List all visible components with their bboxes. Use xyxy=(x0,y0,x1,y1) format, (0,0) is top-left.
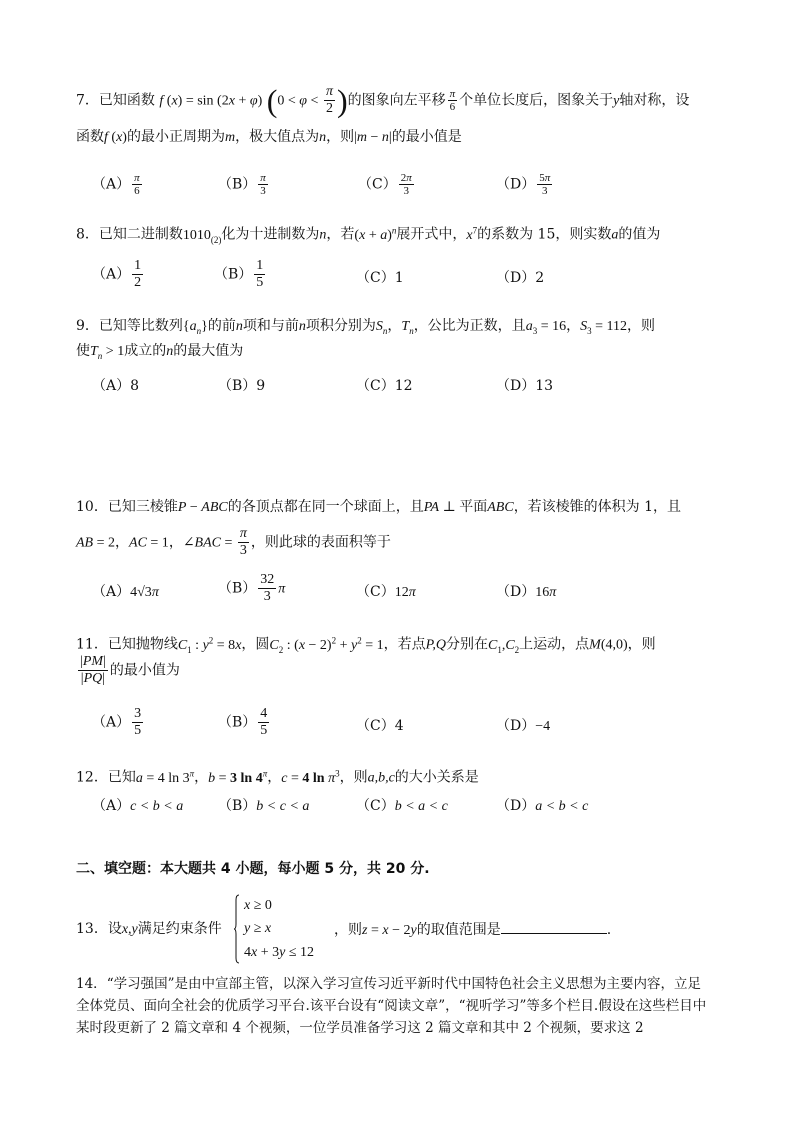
q9-option-a: （A）8 xyxy=(92,378,140,394)
q10-line1: 10．已知三棱锥P − ABC的各顶点都在同一个球面上，且PA ⊥ 平面ABC，若该棱锥的体积为 1，且 xyxy=(76,499,682,515)
q11-line2: $\frac{|PM|}{|PQ|}$ 的最小值为 xyxy=(80,654,180,686)
q10-number: 10． xyxy=(76,499,108,515)
q10-option-a: （A）4√3π xyxy=(92,584,159,600)
q10-option-b: （B） $\frac{32}{3}$ π xyxy=(218,572,286,604)
q13-line1-tail: ，则z = x − 2y的取值范围是 . xyxy=(334,919,611,941)
section-heading: 二、填空题：本大题共 4 小题，每小题 5 分，共 20 分. xyxy=(76,861,430,877)
q11-option-d: （D）−4 xyxy=(496,718,551,734)
q8-number: 8． xyxy=(76,226,99,243)
q9-line1: 9．已知等比数列$\{a_n\}$的前n项和与前n项积分别为$S_n$，$T_n$，公比为正数，且$a_3 = 16$，$S_3 = 112$，则 xyxy=(76,318,655,336)
q7-option-d: （D） $\frac{5\pi}{3}$ xyxy=(496,172,551,197)
q9-option-d: （D）13 xyxy=(496,378,554,394)
q12-line1: 12．已知a = 4 $\ln 3^\pi$，b = 3 $\ln 4^\pi$，c = 4 $\ln \pi^3$，则a,b,c的大小关系是 xyxy=(76,768,479,786)
q7-option-a: （A） $\frac{\pi}{6}$ xyxy=(92,172,140,197)
q12-option-d: （D）a < b < c xyxy=(496,798,589,814)
q11-number: 11． xyxy=(76,636,108,653)
q13-constraint-3: 4x + 3y ≤ 12 xyxy=(244,945,315,960)
q12-option-a: （A）c < b < a xyxy=(92,798,184,814)
q9-line2: 使$T_n > 1$成立的n的最大值为 xyxy=(76,343,244,361)
q12-option-b: （B）b < c < a xyxy=(218,798,310,814)
q9-option-b: （B）9 xyxy=(218,378,266,394)
q7-option-c: （C） $\frac{2\pi}{3}$ xyxy=(358,172,412,197)
q10-option-c: （C）12π xyxy=(356,584,416,600)
q13-constraint-1: x ≥ 0 xyxy=(244,898,272,913)
q13-number: 13． xyxy=(76,921,108,937)
q9-number: 9． xyxy=(76,318,99,334)
q13-line1: 13．设x,y满足约束条件 xyxy=(76,921,222,937)
q8-option-a: （A） $\frac{1}{2}$ xyxy=(92,258,142,290)
q7-line1: 7．已知函数 f (x) = sin (2x + φ) (0 < φ < $\frac{\pi}{2}$ )的图象向左平移 $\frac{\pi}{6}$ 个单位长度后，图象关于y轴对称，设 xyxy=(76,82,690,119)
q13-answer-blank[interactable] xyxy=(501,919,607,934)
q11-option-a: （A） $\frac{3}{5}$ xyxy=(92,706,142,738)
q10-line2: AB = 2，AC = 1，∠BAC = $\frac{\pi}{3}$ ，则此球的表面积等于 xyxy=(76,526,391,558)
q7-line2: 函数f (x)的最小正周期为m，极大值点为n，则|m − n|的最小值是 xyxy=(76,129,462,145)
q8-line1: 8．已知二进制数$1010_{(2)}$化为十进制数为n，若$(x + a)^n$展开式中，$x^7$的系数为 15，则实数a的值为 xyxy=(76,225,661,245)
q13-constraint-2: y ≥ x xyxy=(244,921,272,936)
brace-icon xyxy=(234,894,240,964)
q14-number: 14． xyxy=(76,976,107,992)
q10-option-d: （D）16π xyxy=(496,584,557,600)
q7-option-b: （B） $\frac{\pi}{3}$ xyxy=(218,172,266,197)
q11-option-c: （C）4 xyxy=(356,718,404,734)
q11-option-b: （B） $\frac{4}{5}$ xyxy=(218,706,268,738)
q12-option-c: （C）b < a < c xyxy=(356,798,448,814)
q8-option-d: （D）2 xyxy=(496,270,545,286)
q12-number: 12． xyxy=(76,769,108,786)
q9-option-c: （C）12 xyxy=(356,378,413,394)
q7-number: 7． xyxy=(76,92,99,109)
q14-paragraph: 14．“学习强国”是由中宣部主管，以深入学习宣传习近平新时代中国特色社会主义思想为主要内容，立足全体党员、面向全社会的优质学习平台.该平台设有“阅读文章”，“视听学习”等多个栏目.假设在这些栏目中某时段更新了 2 篇文章和 4 个视频，一位学员准备学习这 2 篇文章和其中 2 个视频，要求这 2 xyxy=(76,976,707,1036)
q8-option-b: （B） $\frac{1}{5}$ xyxy=(214,258,264,290)
q8-option-c: （C）1 xyxy=(356,270,404,286)
q11-line1: 11．已知抛物线$C_1$ : $y^2 = 8x$，圆$C_2$ : $(x - 2)^2 + y^2 = 1$，若点P,Q分别在$C_1,C_2$上运动，点M(4,0)，则 xyxy=(76,635,656,655)
